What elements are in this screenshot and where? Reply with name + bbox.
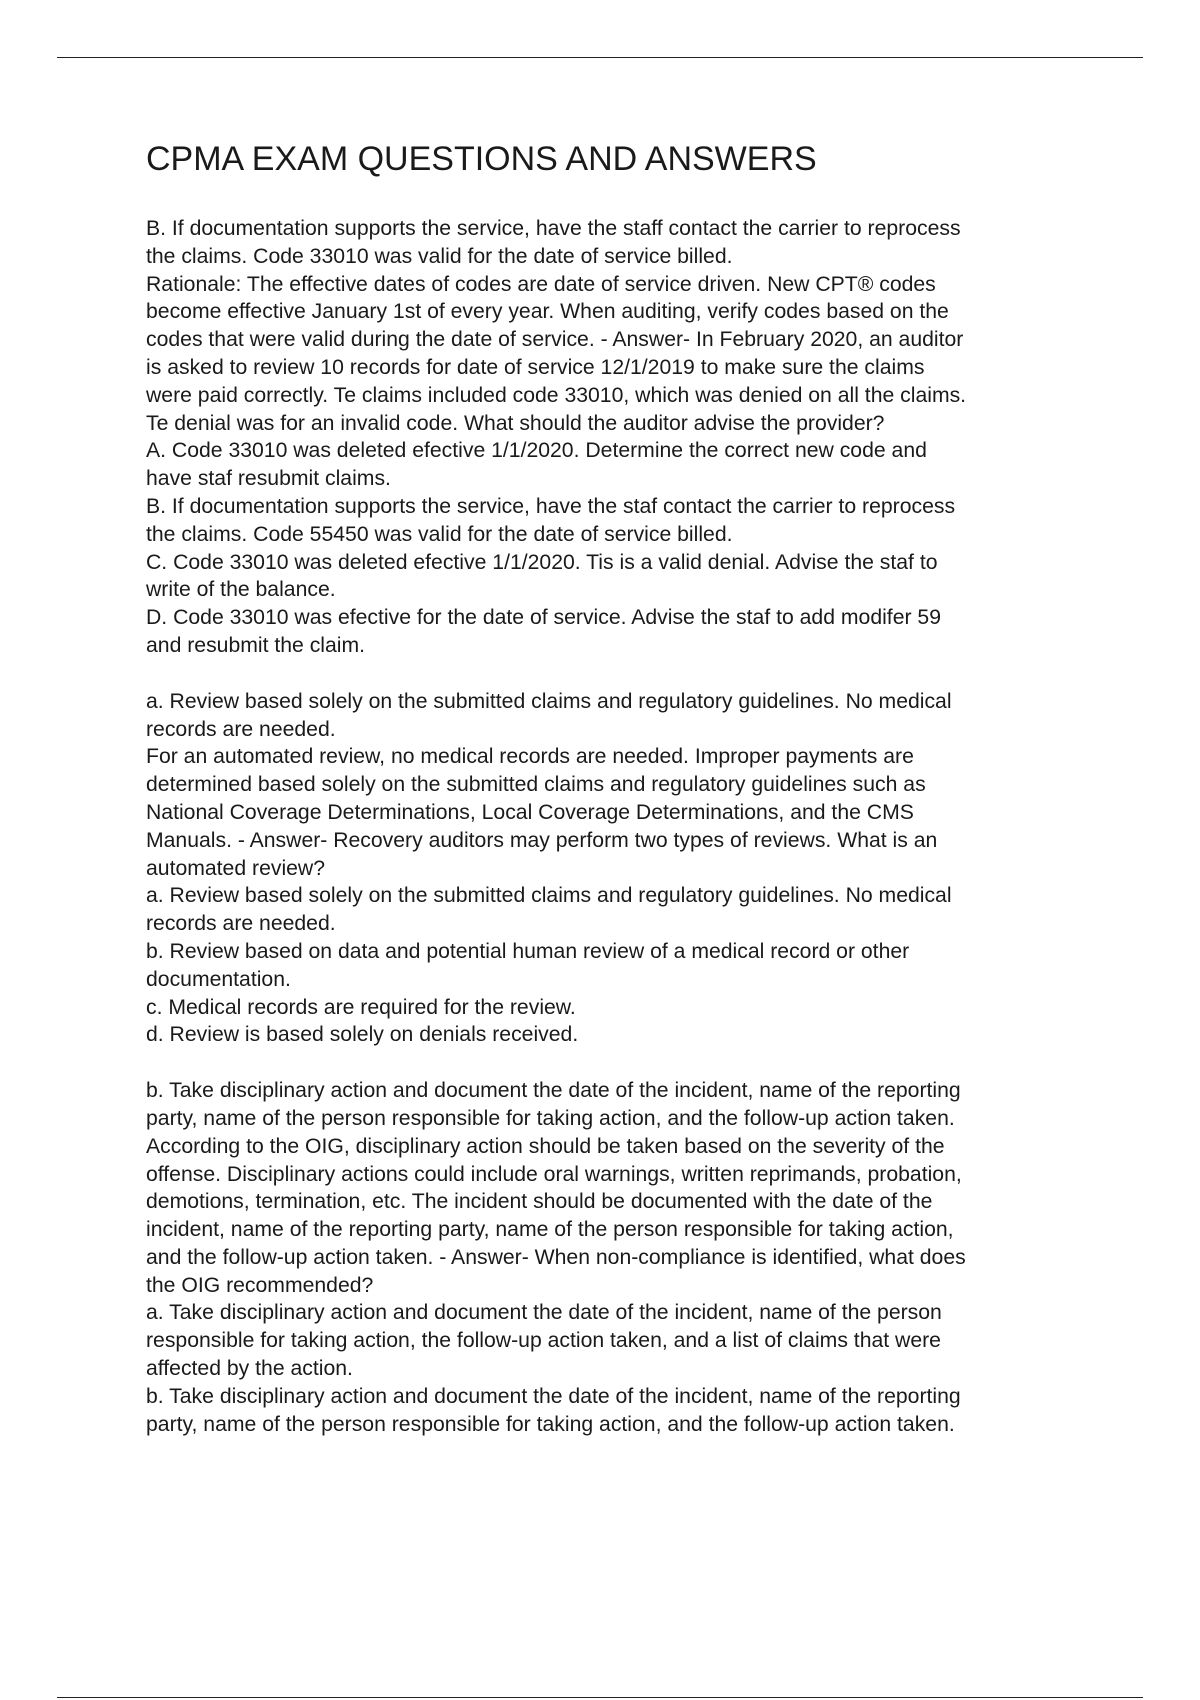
- text-line: B. If documentation supports the service, have the staf contact the carrier to reprocess: [146, 494, 956, 518]
- text-line: the claims. Code 33010 was valid for the date of service billed.: [146, 244, 733, 268]
- text-line: write of the balance.: [146, 578, 336, 602]
- text-line: b. Take disciplinary action and document the date of the incident, name of the reporting: [146, 1079, 961, 1103]
- top-rule: [57, 57, 1143, 58]
- text-line: b. Review based on data and potential human review of a medical record or other: [146, 939, 910, 963]
- text-line: a. Review based solely on the submitted claims and regulatory guidelines. No medical: [146, 884, 952, 908]
- text-line: D. Code 33010 was efective for the date of service. Advise the staf to add modifer 59: [146, 606, 941, 630]
- qa-block: [146, 1077, 1096, 1438]
- text-line: party, name of the person responsible for taking action, and the follow-up action taken.: [146, 1106, 955, 1130]
- text-line: b. Take disciplinary action and document the date of the incident, name of the reporting: [146, 1384, 961, 1408]
- text-line: and resubmit the claim.: [146, 633, 366, 657]
- text-line: offense. Disciplinary actions could include oral warnings, written reprimands, probation,: [146, 1162, 962, 1186]
- page-title: CPMA EXAM QUESTIONS AND ANSWERS: [146, 140, 817, 178]
- text-line: become effective January 1st of every year. When auditing, verify codes based on the: [146, 300, 949, 324]
- text-line: B. If documentation supports the service, have the staff contact the carrier to reprocess: [146, 217, 961, 240]
- text-line: incident, name of the reporting party, name of the person responsible for taking action,: [146, 1218, 954, 1242]
- text-line: According to the OIG, disciplinary action should be taken based on the severity of the: [146, 1134, 945, 1158]
- page-content: [146, 140, 1096, 1466]
- bottom-rule: [57, 1697, 1143, 1698]
- text-line: the claims. Code 55450 was valid for the date of service billed.: [146, 522, 733, 546]
- text-line: demotions, termination, etc. The incident should be documented with the date of the: [146, 1190, 933, 1214]
- qa-block: [146, 688, 1096, 1049]
- text-line: National Coverage Determinations, Local Coverage Determinations, and the CMS: [146, 800, 914, 824]
- text-line: A. Code 33010 was deleted efective 1/1/2020. Determine the correct new code and: [146, 439, 927, 463]
- text-line: and the follow-up action taken. - Answer- When non-compliance is identified, what does: [146, 1245, 966, 1269]
- text-line: records are needed.: [146, 912, 336, 936]
- text-line: records are needed.: [146, 717, 336, 741]
- text-line: Rationale: The effective dates of codes are date of service driven. New CPT® codes: [146, 272, 936, 296]
- text-line: is asked to review 10 records for date of service 12/1/2019 to make sure the claims: [146, 355, 925, 379]
- text-line: affected by the action.: [146, 1357, 353, 1381]
- text-line: For an automated review, no medical records are needed. Improper payments are: [146, 745, 914, 769]
- text-line: c. Medical records are required for the review.: [146, 995, 576, 1019]
- text-line: party, name of the person responsible for taking action, and the follow-up action taken.: [146, 1412, 955, 1436]
- question-blocks: [146, 215, 1096, 1438]
- qa-block: [146, 215, 1096, 660]
- text-line: d. Review is based solely on denials received.: [146, 1023, 579, 1047]
- text-line: Te denial was for an invalid code. What should the auditor advise the provider?: [146, 411, 885, 435]
- text-line: responsible for taking action, the follow-up action taken, and a list of claims that were: [146, 1329, 941, 1353]
- text-line: documentation.: [146, 967, 291, 991]
- text-line: determined based solely on the submitted claims and regulatory guidelines such as: [146, 773, 926, 797]
- text-line: Manuals. - Answer- Recovery auditors may perform two types of reviews. What is an: [146, 828, 938, 852]
- text-line: a. Review based solely on the submitted claims and regulatory guidelines. No medical: [146, 689, 952, 713]
- text-line: codes that were valid during the date of service. - Answer- In February 2020, an auditor: [146, 328, 964, 352]
- text-line: have staf resubmit claims.: [146, 467, 391, 491]
- text-line: were paid correctly. Te claims included code 33010, which was denied on all the claims.: [146, 383, 967, 407]
- text-line: automated review?: [146, 856, 326, 880]
- text-line: the OIG recommended?: [146, 1273, 374, 1297]
- text-line: C. Code 33010 was deleted efective 1/1/2020. Tis is a valid denial. Advise the staf to: [146, 550, 938, 574]
- text-line: a. Take disciplinary action and document the date of the incident, name of the person: [146, 1301, 942, 1325]
